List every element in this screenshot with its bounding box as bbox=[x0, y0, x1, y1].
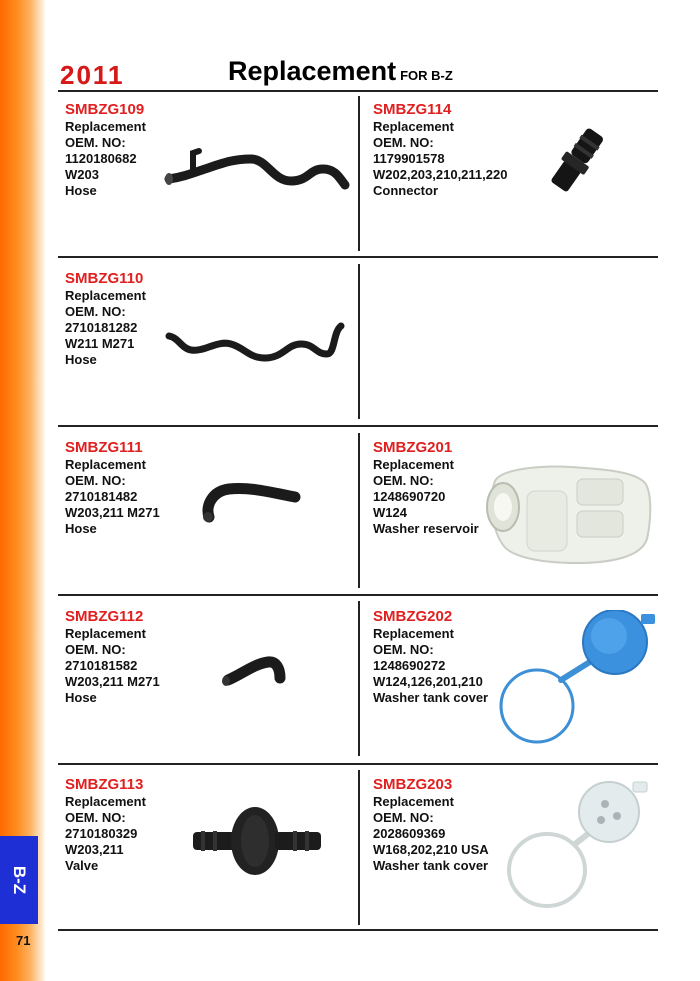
long-hose-image bbox=[165, 314, 350, 370]
product-description: Washer reservoir bbox=[373, 521, 479, 536]
vehicle-models: W124,126,201,210 bbox=[373, 674, 483, 689]
oem-label: OEM. NO: bbox=[373, 642, 434, 657]
page-title-suffix: FOR B-Z bbox=[400, 68, 453, 83]
oem-number: 1248690272 bbox=[373, 658, 446, 673]
oem-number: 2710180329 bbox=[65, 826, 138, 841]
oem-number: 2710181282 bbox=[65, 320, 138, 335]
product-card[interactable] bbox=[65, 270, 355, 430]
vehicle-models: W203,211 bbox=[65, 842, 124, 857]
product-code: SMBZG112 bbox=[65, 608, 144, 625]
vehicle-models: W203 bbox=[65, 167, 99, 182]
product-info bbox=[373, 776, 489, 874]
product-description: Hose bbox=[65, 183, 97, 198]
section-tab[interactable] bbox=[0, 836, 38, 924]
blue-cap-image bbox=[497, 610, 661, 748]
column-divider bbox=[358, 770, 360, 925]
vehicle-models: W124 bbox=[373, 505, 407, 520]
white-cap-image bbox=[505, 778, 661, 914]
oem-number: 1120180682 bbox=[65, 151, 137, 166]
product-type: Replacement bbox=[373, 457, 454, 472]
oem-number: 2710181482 bbox=[65, 489, 138, 504]
product-info bbox=[65, 101, 146, 199]
oem-label: OEM. NO: bbox=[373, 135, 434, 150]
product-code: SMBZG202 bbox=[373, 608, 453, 625]
oem-number: 1179901578 bbox=[373, 151, 445, 166]
oem-number: 1248690720 bbox=[373, 489, 446, 504]
column-divider bbox=[358, 264, 360, 419]
product-card[interactable] bbox=[65, 101, 355, 261]
product-type: Replacement bbox=[65, 794, 146, 809]
product-description: Hose bbox=[65, 690, 97, 705]
product-code: SMBZG114 bbox=[373, 101, 452, 118]
product-description: Hose bbox=[65, 352, 97, 367]
header-divider bbox=[58, 90, 658, 92]
washer-reservoir-image bbox=[481, 461, 661, 567]
vehicle-models: W168,202,210 USA bbox=[373, 842, 489, 857]
product-description: Valve bbox=[65, 858, 99, 873]
oem-label: OEM. NO: bbox=[65, 473, 126, 488]
oem-label: OEM. NO: bbox=[65, 304, 126, 319]
product-card[interactable] bbox=[373, 776, 663, 936]
bent-hose-image bbox=[199, 475, 305, 525]
vehicle-models: W203,211 M271 bbox=[65, 674, 160, 689]
product-card[interactable] bbox=[65, 776, 355, 936]
column-divider bbox=[358, 96, 360, 251]
product-card[interactable] bbox=[373, 608, 663, 768]
product-description: Hose bbox=[65, 521, 97, 536]
product-type: Replacement bbox=[373, 794, 454, 809]
product-code: SMBZG111 bbox=[65, 439, 143, 456]
product-info bbox=[373, 439, 479, 537]
valve-image bbox=[189, 804, 329, 880]
vehicle-models: W203,211 M271 bbox=[65, 505, 160, 520]
product-info bbox=[65, 776, 146, 874]
product-code: SMBZG201 bbox=[373, 439, 453, 456]
oem-label: OEM. NO: bbox=[65, 135, 126, 150]
section-tab-label: B-Z bbox=[9, 865, 29, 895]
elbow-hose-image bbox=[220, 648, 290, 696]
product-description: Connector bbox=[373, 183, 438, 198]
oem-label: OEM. NO: bbox=[65, 810, 126, 825]
curved-hose-image bbox=[163, 131, 353, 201]
product-type: Replacement bbox=[373, 119, 454, 134]
product-info bbox=[373, 101, 507, 199]
product-type: Replacement bbox=[373, 626, 454, 641]
product-card[interactable] bbox=[65, 439, 355, 599]
product-info bbox=[65, 270, 146, 368]
oem-label: OEM. NO: bbox=[65, 642, 126, 657]
page-title-text: Replacement bbox=[228, 56, 397, 86]
product-info bbox=[373, 608, 488, 706]
product-code: SMBZG109 bbox=[65, 101, 145, 118]
page-number: 71 bbox=[16, 933, 31, 948]
connector-image bbox=[538, 119, 618, 199]
column-divider bbox=[358, 601, 360, 756]
product-type: Replacement bbox=[65, 457, 146, 472]
oem-label: OEM. NO: bbox=[373, 473, 434, 488]
oem-number: 2028609369 bbox=[373, 826, 446, 841]
product-card[interactable] bbox=[373, 439, 663, 599]
product-type: Replacement bbox=[65, 626, 146, 641]
vehicle-models: W202,203,210,211,220 bbox=[373, 167, 508, 182]
product-info bbox=[65, 608, 160, 706]
product-card[interactable] bbox=[373, 101, 663, 261]
product-info bbox=[65, 439, 160, 537]
product-code: SMBZG113 bbox=[65, 776, 144, 793]
side-color-band bbox=[0, 0, 46, 981]
catalog-year: 2011 bbox=[60, 60, 125, 90]
product-type: Replacement bbox=[65, 119, 146, 134]
product-description: Washer tank cover bbox=[373, 690, 489, 705]
page-title bbox=[228, 56, 453, 87]
product-code: SMBZG203 bbox=[373, 776, 453, 793]
product-type: Replacement bbox=[65, 288, 146, 303]
vehicle-models: W211 M271 bbox=[65, 336, 135, 351]
column-divider bbox=[358, 433, 360, 588]
product-description: Washer tank cover bbox=[373, 858, 489, 873]
product-card[interactable] bbox=[65, 608, 355, 768]
oem-label: OEM. NO: bbox=[373, 810, 434, 825]
oem-number: 2710181582 bbox=[65, 658, 138, 673]
product-code: SMBZG110 bbox=[65, 270, 144, 287]
